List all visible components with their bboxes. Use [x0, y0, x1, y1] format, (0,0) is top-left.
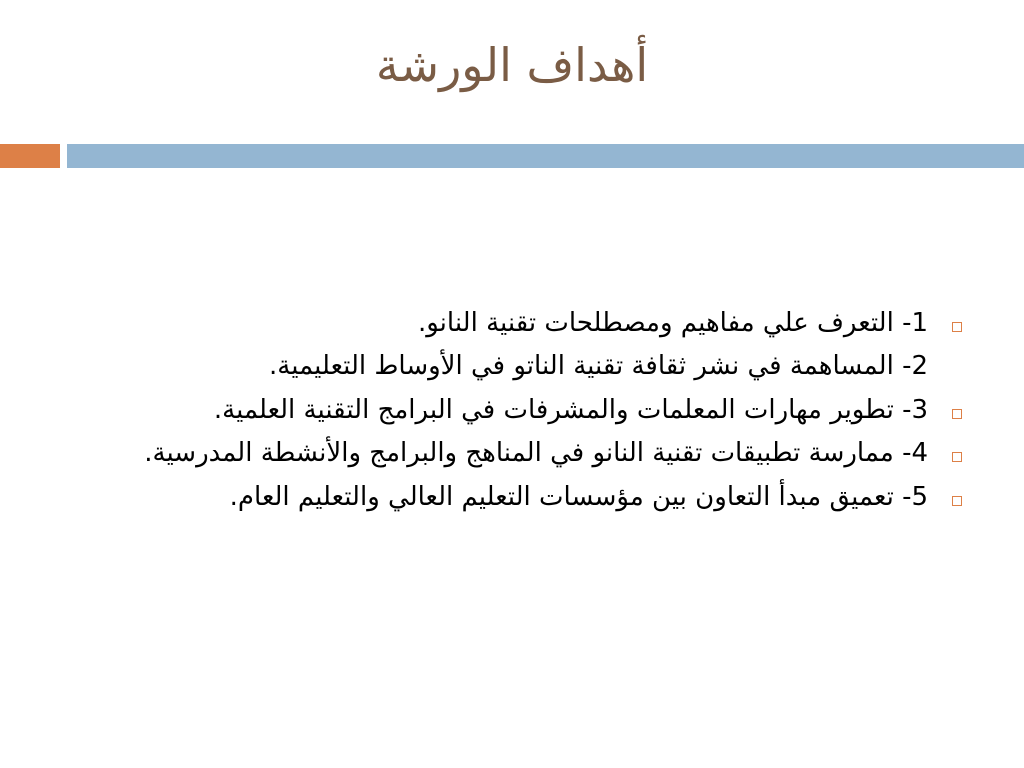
list-item	[62, 478, 962, 516]
list-item	[62, 391, 962, 429]
hollow-square-icon	[952, 452, 962, 462]
objectives-list	[62, 304, 962, 521]
list-item	[62, 304, 962, 342]
list-item-text: 2- المساهمة في نشر ثقافة تقنية الناتو في الأوساط التعليمية.	[269, 351, 928, 382]
list-item-text: 3- تطوير مهارات المعلمات والمشرفات في البرامج التقنية العلمية.	[213, 394, 928, 425]
list-item-text: 5- تعميق مبدأ التعاون بين مؤسسات التعليم العالي والتعليم العام.	[229, 481, 928, 512]
list-item-text: 1- التعرف علي مفاهيم ومصطلحات تقنية النانو.	[417, 308, 928, 338]
list-item-text: 4- ممارسة تطبيقات تقنية النانو في المناهج والبرامج والأنشطة المدرسية.	[144, 438, 928, 469]
slide-title: أهداف الورشة	[375, 38, 649, 92]
hollow-square-icon	[952, 496, 962, 506]
hollow-square-icon	[952, 322, 962, 332]
list-item	[62, 347, 962, 385]
accent-bar-blue	[67, 144, 1024, 168]
hollow-square-icon	[952, 409, 962, 419]
accent-bar-orange	[0, 144, 60, 168]
list-item	[62, 434, 962, 472]
